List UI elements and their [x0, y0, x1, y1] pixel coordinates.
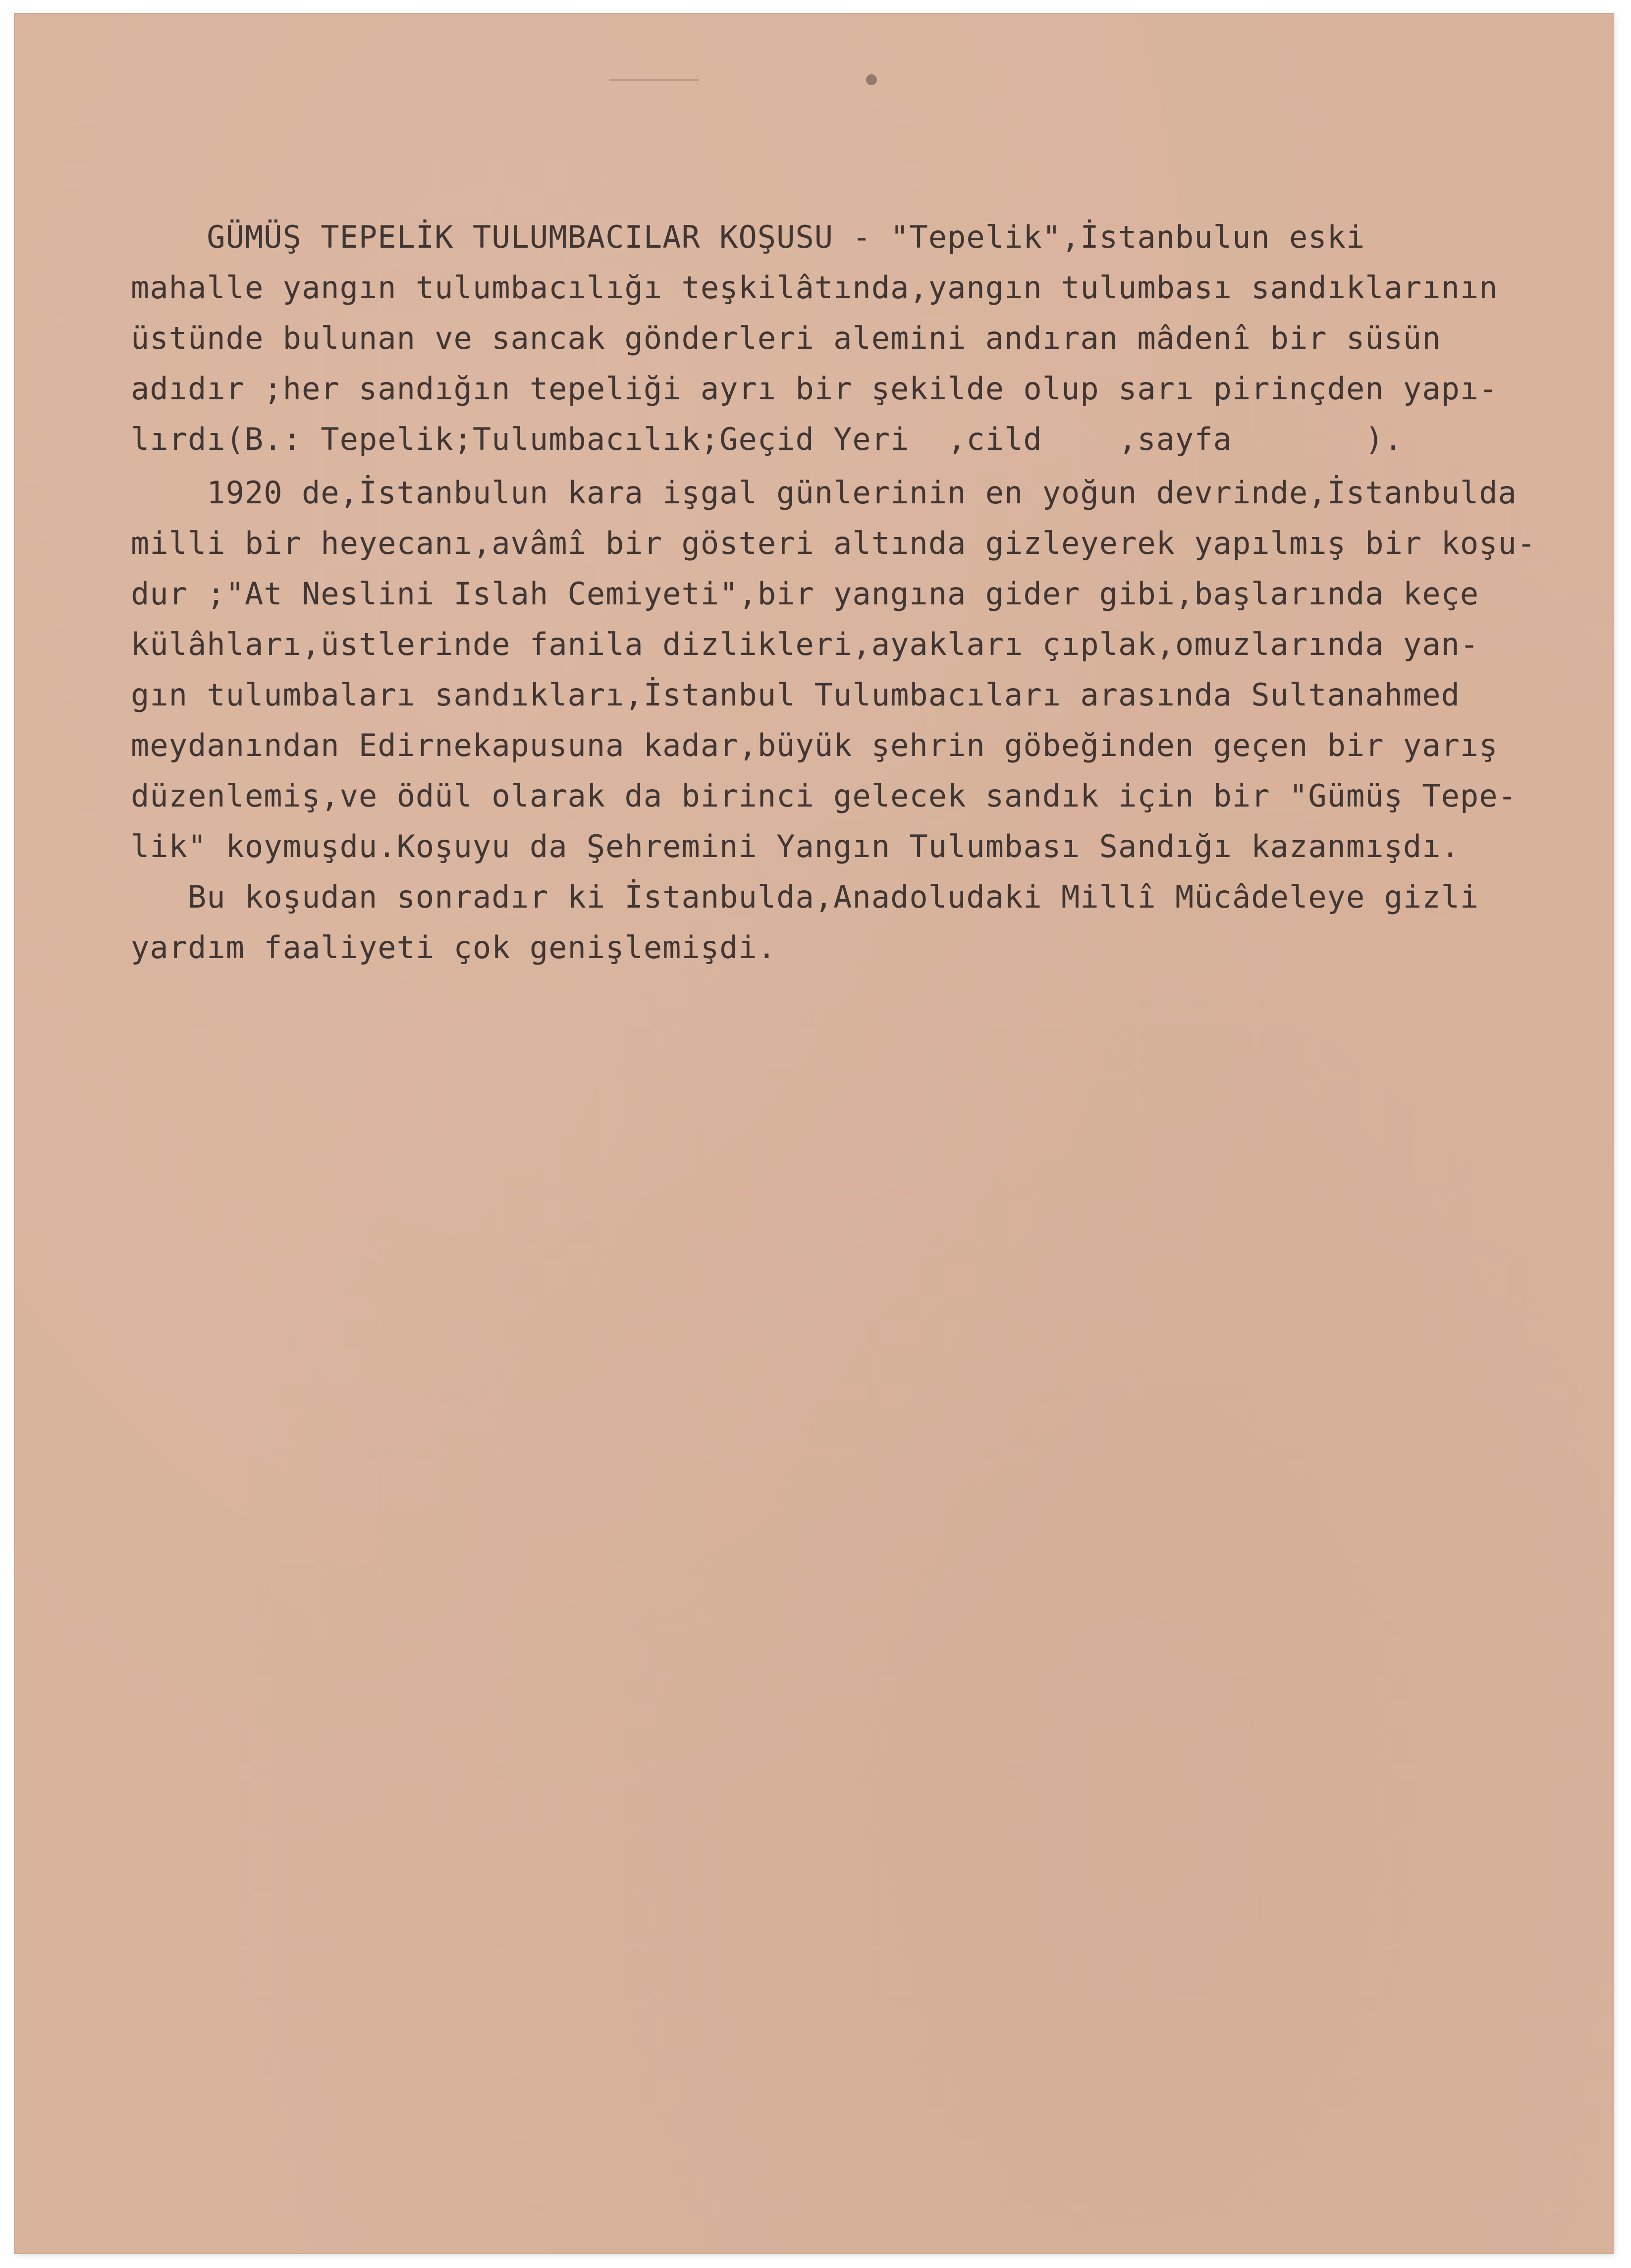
- paragraph-3: [131, 872, 1607, 973]
- text-line: lik" koymuşdu.Koşuyu da Şehremini Yangın Tulumbası Sandığı kazanmışdı.: [131, 828, 1460, 864]
- text-line: GÜMÜŞ TEPELİK TULUMBACILAR KOŞUSU - "Tepelik",İstanbulun eski: [131, 219, 1365, 255]
- paragraph-2: [131, 468, 1607, 872]
- typed-page: [15, 14, 1613, 2253]
- text-line: 1920 de,İstanbulun kara işgal günlerinin en yoğun devrinde,İstanbulda: [131, 475, 1517, 511]
- text-line: adıdır ;her sandığın tepeliği ayrı bir şekilde olup sarı pirinçden yapı-: [131, 371, 1498, 407]
- text-line: üstünde bulunan ve sancak gönderleri alemini andıran mâdenî bir süsün: [131, 320, 1441, 356]
- punch-hole-mark: [866, 74, 877, 85]
- text-line: külâhları,üstlerinde fanila dizlikleri,ayakları çıplak,omuzlarında yan-: [131, 626, 1479, 662]
- punch-line-mark: [609, 79, 699, 81]
- typed-body: [131, 212, 1607, 973]
- text-line: Bu koşudan sonradır ki İstanbulda,Anadoludaki Millî Mücâdeleye gizli: [131, 879, 1479, 915]
- text-line: gın tulumbaları sandıkları,İstanbul Tulumbacıları arasında Sultanahmed: [131, 677, 1460, 713]
- text-line: dur ;"At Neslini Islah Cemiyeti",bir yangına gider gibi,başlarında keçe: [131, 576, 1479, 612]
- text-line: lırdı(B.: Tepelik;Tulumbacılık;Geçid Yeri ,cild ,sayfa ).: [131, 421, 1403, 457]
- text-line: meydanından Edirnekapusuna kadar,büyük şehrin göbeğinden geçen bir yarış: [131, 727, 1498, 763]
- text-line: mahalle yangın tulumbacılığı teşkilâtında,yangın tulumbası sandıklarının: [131, 270, 1498, 306]
- text-line: düzenlemiş,ve ödül olarak da birinci gelecek sandık için bir "Gümüş Tepe-: [131, 778, 1517, 814]
- paragraph-1: [131, 212, 1607, 465]
- text-line: milli bir heyecanı,avâmî bir gösteri altında gizleyerek yapılmış bir koşu-: [131, 525, 1536, 561]
- text-line: yardım faaliyeti çok genişlemişdi.: [131, 929, 777, 966]
